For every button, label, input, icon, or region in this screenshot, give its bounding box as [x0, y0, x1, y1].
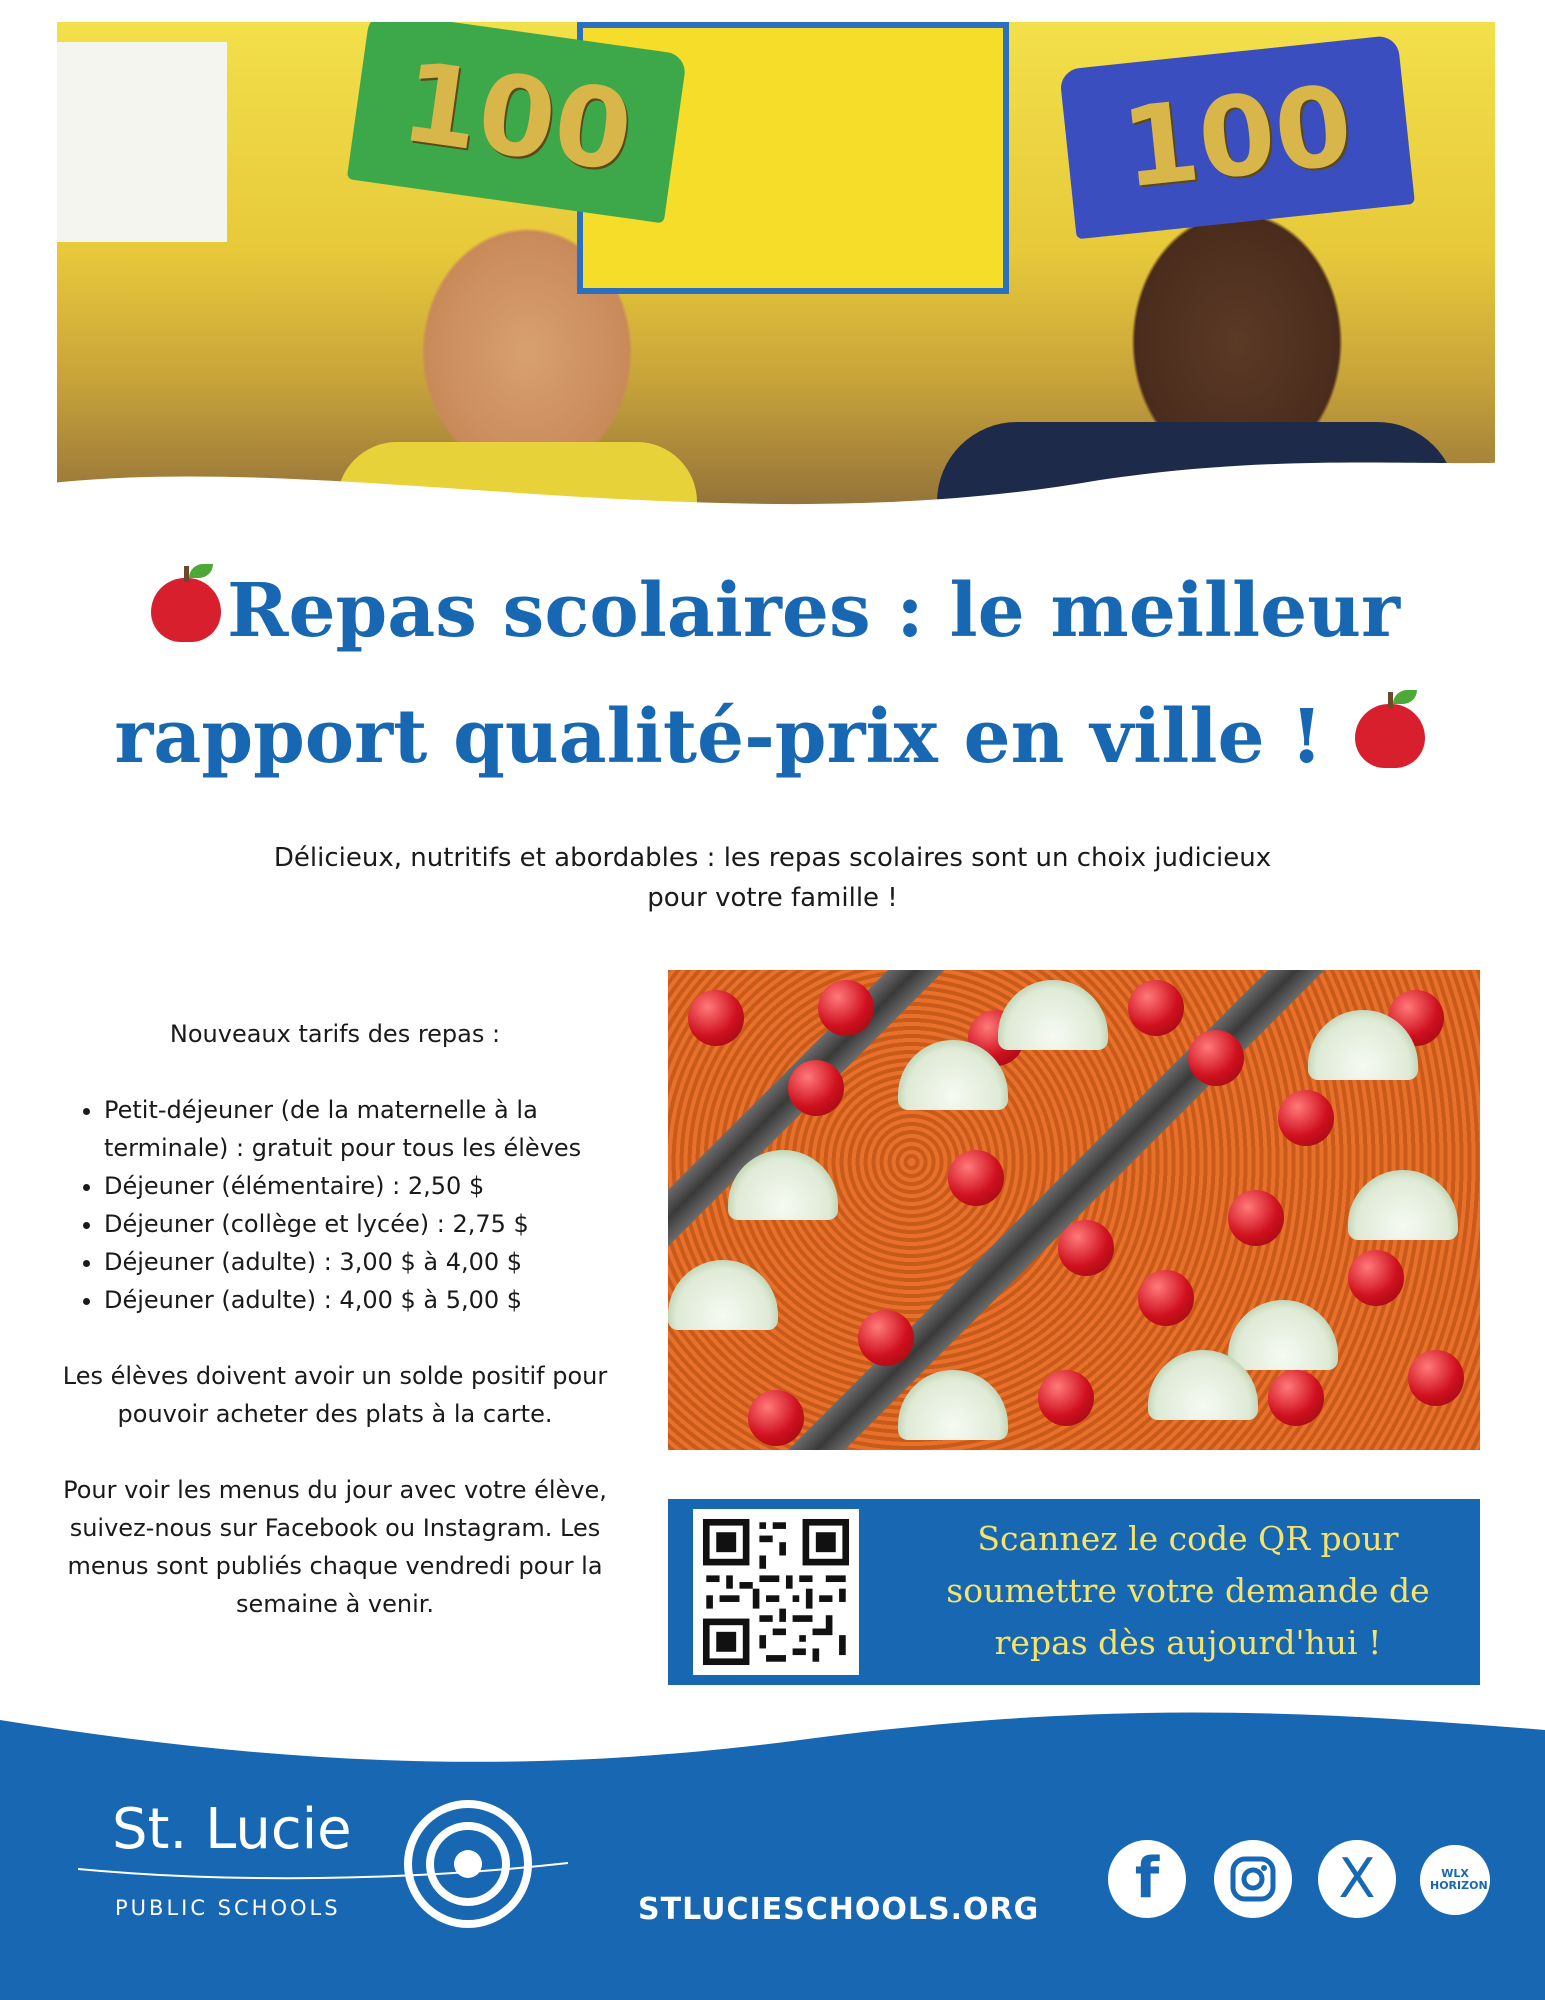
x-icon[interactable] [1318, 1840, 1396, 1918]
qr-callout-text: Scannez le code QR pour soumettre votre demande de repas dès aujourd'hui ! [946, 1519, 1430, 1662]
title-line-2: rapport qualité-prix en ville ! [114, 694, 1323, 780]
qr-code-icon[interactable] [693, 1509, 859, 1675]
instagram-glyph [1228, 1854, 1278, 1904]
tomato [1038, 1370, 1094, 1426]
website-link[interactable]: STLUCIESCHOOLS.ORG [638, 1892, 1040, 1927]
pricing-section [50, 1015, 620, 1661]
tomato [858, 1310, 914, 1366]
tomato [1138, 1270, 1194, 1326]
facebook-icon[interactable] [1108, 1840, 1186, 1918]
page-title [60, 548, 1485, 800]
list-item: • Petit-déjeuner (de la maternelle à la terminale) : gratuit pour tous les élèves [104, 1091, 620, 1167]
wlx-horizon-icon[interactable] [1420, 1845, 1490, 1915]
tomato [948, 1150, 1004, 1206]
tomato [1188, 1030, 1244, 1086]
school-logo-name: St. Lucie [112, 1797, 352, 1862]
tomato [688, 990, 744, 1046]
pricing-heading: Nouveaux tarifs des repas : [169, 1020, 501, 1048]
intro-text: Délicieux, nutritifs et abordables : les repas scolaires sont un choix judicieux pour votre famille ! [273, 843, 1272, 913]
cucumber-slice [1228, 1300, 1338, 1370]
tomato [1228, 1190, 1284, 1246]
menu-note: Pour voir les menus du jour avec votre élève, suivez-nous sur Facebook ou Instagram. Les menus sont publiés chaque vendredi pour la semaine à venir. [63, 1476, 607, 1618]
school-logo-subtitle: PUBLIC SCHOOLS [115, 1896, 341, 1920]
hero-wave [0, 440, 1545, 560]
cucumber-slice [898, 1370, 1008, 1440]
wlx-glyph: WLX HORIZON [1430, 1867, 1488, 1892]
list-item: • Déjeuner (collège et lycée) : 2,75 $ [104, 1205, 620, 1243]
instagram-icon[interactable] [1214, 1840, 1292, 1918]
crown-right: 100 [1059, 35, 1415, 240]
cucumber-slice [668, 1260, 778, 1330]
classroom-chart [57, 42, 227, 242]
cucumber-slice [1348, 1170, 1458, 1240]
qr-code-graphic [693, 1509, 859, 1675]
cucumber-slice [998, 980, 1108, 1050]
tomato [788, 1060, 844, 1116]
facebook-glyph: f [1134, 1846, 1160, 1911]
list-item: • Déjeuner (élémentaire) : 2,50 $ [104, 1167, 620, 1205]
crown-left: 100 [347, 22, 688, 223]
tomato [1348, 1250, 1404, 1306]
tomato [1408, 1350, 1464, 1406]
balance-note: Les élèves doivent avoir un solde positif pour pouvoir acheter des plats à la carte. [62, 1362, 608, 1428]
tomato [748, 1390, 804, 1446]
x-glyph: X [1338, 1847, 1376, 1910]
tomato [1128, 980, 1184, 1036]
school-logo-icon [402, 1798, 534, 1930]
list-item: • Déjeuner (adulte) : 4,00 $ à 5,00 $ [104, 1281, 620, 1319]
pricing-list [50, 1091, 620, 1319]
tomato [1278, 1090, 1334, 1146]
title-line-1: Repas scolaires : le meilleur [226, 568, 1401, 654]
qr-callout [668, 1499, 1480, 1685]
tomato [1268, 1370, 1324, 1426]
apple-icon [151, 564, 221, 644]
apple-icon [1355, 690, 1425, 770]
tomato [818, 980, 874, 1036]
salad-photo [668, 970, 1480, 1450]
tomato [1058, 1220, 1114, 1276]
list-item: • Déjeuner (adulte) : 3,00 $ à 4,00 $ [104, 1243, 620, 1281]
